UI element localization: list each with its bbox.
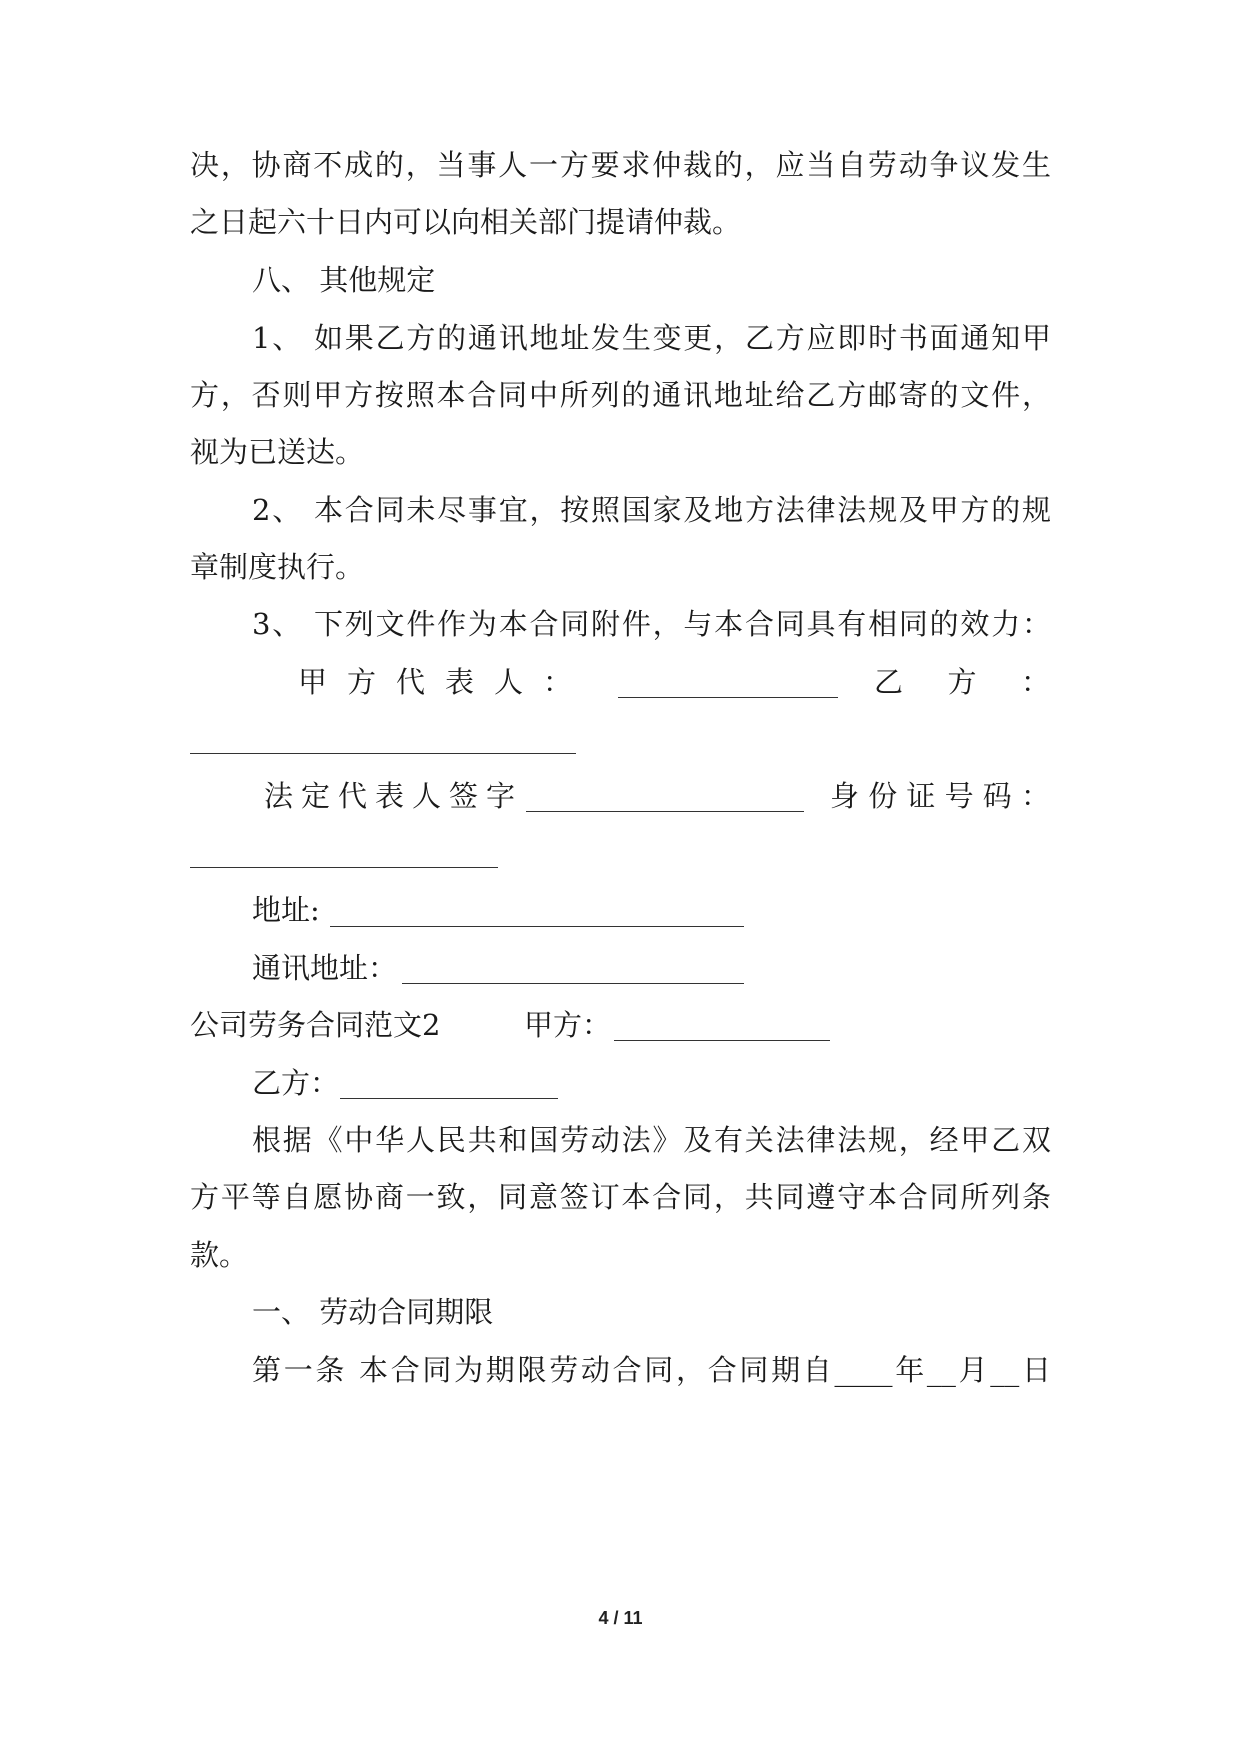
- section-heading-other-provisions: 八、 其他规定: [252, 263, 436, 297]
- contract-2-intro-line: 根据《中华人民共和国劳动法》及有关法律法规，经甲乙双: [252, 1123, 1051, 1157]
- contract-2-intro-line: 款。: [190, 1238, 249, 1272]
- party-b-blank: [190, 753, 576, 754]
- mail-address-label: 通讯地址：: [252, 951, 398, 985]
- clause-2-line: 2、 本合同未尽事宜，按照国家及地方法律法规及甲方的规: [252, 493, 1051, 527]
- address-blank: [330, 926, 744, 927]
- contract-2-party-a-blank: [614, 1040, 830, 1041]
- party-a-rep-blank: [618, 697, 838, 698]
- contract-2-party-b-label: 乙方：: [252, 1066, 340, 1100]
- clause-2-line: 章制度执行。: [190, 550, 365, 584]
- contract-2-title: 公司劳务合同范文2: [190, 1008, 441, 1042]
- contract-2-party-b-blank: [340, 1098, 558, 1099]
- clause-3-line: 3、 下列文件作为本合同附件，与本合同具有相同的效力：: [252, 607, 1051, 641]
- clause-1-line: 视为已送达。: [190, 435, 365, 469]
- clause-1-line: 方，否则甲方按照本合同中所列的通讯地址给乙方邮寄的文件，: [190, 378, 1051, 412]
- legal-rep-signature-label: 法定代表人签字: [264, 779, 524, 813]
- paragraph-line: 决，协商不成的，当事人一方要求仲裁的，应当自劳动争议发生: [190, 148, 1051, 182]
- mail-address-blank: [402, 983, 744, 984]
- legal-rep-signature-blank: [526, 811, 804, 812]
- id-number-blank: [190, 867, 498, 868]
- page-number: 4 / 11: [598, 1608, 643, 1628]
- contract-2-intro-line: 方平等自愿协商一致，同意签订本合同，共同遵守本合同所列条: [190, 1180, 1051, 1214]
- party-b-label: 乙方：: [874, 665, 1050, 699]
- clause-1-line: 1、 如果乙方的通讯地址发生变更，乙方应即时书面通知甲: [252, 321, 1051, 355]
- address-label: 地址:: [252, 893, 320, 927]
- section-heading-contract-term: 一、 劳动合同期限: [252, 1295, 494, 1329]
- article-one-line: 第一条 本合同为期限劳动合同，合同期自____年__月__日: [252, 1353, 1051, 1387]
- id-number-label: 身份证号码：: [830, 779, 1050, 813]
- contract-2-party-a-label: 甲方：: [524, 1008, 612, 1042]
- paragraph-line: 之日起六十日内可以向相关部门提请仲裁。: [190, 205, 742, 239]
- party-a-representative-label: 甲方代表人：: [298, 665, 593, 699]
